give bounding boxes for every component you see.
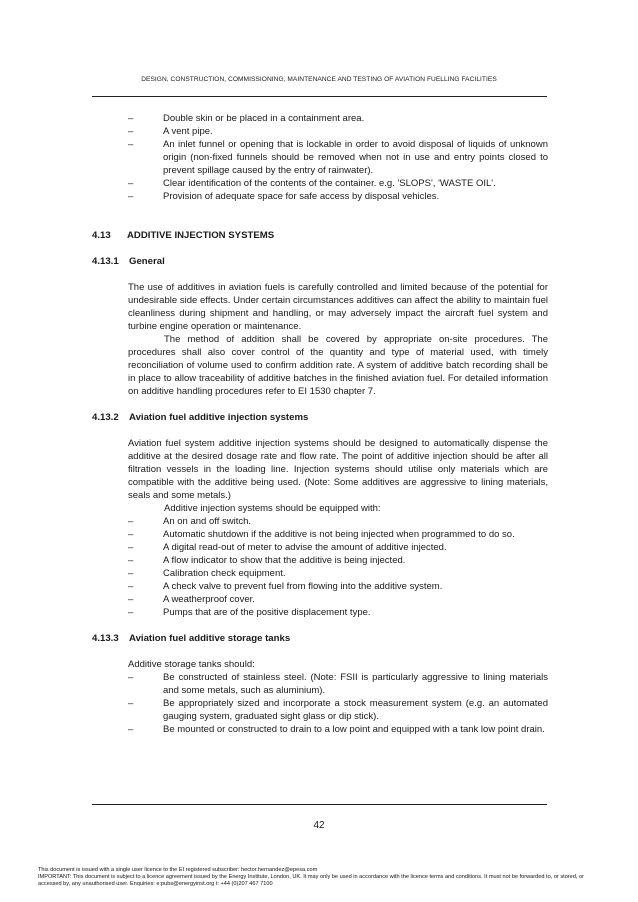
list-item: – An inlet funnel or opening that is lockable in order to avoid disposal of liquids of unknown origin (non-fixed funnels should be removed when not in use and entry points closed to prevent spillage caused by the entry of rainwater). [128,139,548,176]
list-item: – A weatherproof cover. [128,594,255,605]
list-item: – Be mounted or constructed to drain to a low point and equipped with a tank low point drain. [128,724,545,735]
list-item: – Be appropriately sized and incorporate a stock measurement system (e.g. an automated gauging system, graduated sight glass or dip stick). [128,698,548,722]
list-item: – Automatic shutdown if the additive is not being injected when programmed to do so. [128,529,515,540]
section-heading-4-13-2 [92,411,548,424]
dash-bullet: – [128,542,134,553]
section-heading-4-13 [92,229,548,242]
dash-bullet: – [128,126,134,137]
top-bullet-list [92,112,548,203]
dash-bullet: – [128,672,134,683]
paragraph: Additive injection systems should be equipped with: [164,503,381,514]
licence-line: This document is issued with a single user licence to the EI registered subscriber: hector.hernandez@epesa.com [38,867,318,873]
footer-rule [92,804,547,805]
paragraph: The use of additives in aviation fuels is carefully controlled and limited because of the potential for undesirable side effects. Under certain circumstances additives can affect the ability to maintain fuel cleanliness during shipment and handling, or may adversely impact the aircraft fuel system and turbine engine operation or maintenance. [128,282,548,332]
dash-bullet: – [128,698,134,709]
dash-bullet: – [128,113,134,124]
paragraph: Additive storage tanks should: [128,659,255,670]
list-item: – Pumps that are of the positive displacement type. [128,607,371,618]
page-number: 42 [313,820,325,831]
storage-bullet-list [92,671,548,736]
section-title: General [129,256,165,267]
section-title: ADDITIVE INJECTION SYSTEMS [127,230,275,241]
section-title: Aviation fuel additive storage tanks [129,633,291,644]
section-number: 4.13.3 [92,633,119,644]
header-rule [92,96,547,97]
list-item: – A digital read-out of meter to advise the amount of additive injected. [128,542,447,553]
dash-bullet: – [128,555,134,566]
running-header: DESIGN, CONSTRUCTION, COMMISSIONING, MAINTENANCE AND TESTING OF AVIATION FUELLING FACILITIES [141,76,497,83]
list-item: – Be constructed of stainless steel. (Note: FSII is particularly aggressive to lining materials and some metals, such as aluminium). [128,672,548,696]
dash-bullet: – [128,529,134,540]
dash-bullet: – [128,724,134,735]
licence-footer [38,867,608,887]
licence-notice: IMPORTANT: This document is subject to a licence agreement issued by the Energy Institute, London, UK. It may only be used in accordance with the licence terms and conditions. It must not be forwarded to, or stored, or accessed by, any unauthorised user. Enquiries: e:pubs@energyinst.org t: +44 (0)207 467 7100 [38,873,584,887]
dash-bullet: – [128,594,134,605]
list-item: – Calibration check equipment. [128,568,286,579]
list-item: – Double skin or be placed in a containment area. [128,113,365,124]
list-item: – Clear identification of the contents of the container. e.g. 'SLOPS', 'WASTE OIL'. [128,178,496,189]
dash-bullet: – [128,581,134,592]
list-item: – A flow indicator to show that the additive is being injected. [128,555,406,566]
dash-bullet: – [128,178,134,189]
paragraph: Aviation fuel system additive injection systems should be designed to automatically dispense the additive at the desired dosage rate and flow rate. The point of additive injection should be after all filtration vessels in the loading line. Injection systems should utilise only materials which are compatible with the additive being used. (Note: Some additives are aggressive to lining materials, seals and some metals.) [128,438,548,501]
injection-bullet-list [92,515,548,619]
section-number: 4.13.2 [92,412,119,423]
page-content [92,112,548,736]
section-number: 4.13 [92,230,111,241]
section-heading-4-13-3 [92,632,548,645]
section-title: Aviation fuel additive injection systems [129,412,309,423]
dash-bullet: – [128,139,134,150]
section-number: 4.13.1 [92,256,119,267]
list-item: – A vent pipe. [128,126,213,137]
dash-bullet: – [128,191,134,202]
paragraph: The method of addition shall be covered by appropriate on-site procedures. The procedures shall also cover control of the quantity and type of material used, with timely reconciliation of volume used to confirm addition rate. A system of additive batch recording shall be in place to allow traceability of additive batches in the finished aviation fuel. For detailed information on additive handling procedures refer to EI 1530 chapter 7. [128,334,548,397]
list-item: – A check valve to prevent fuel from flowing into the additive system. [128,581,443,592]
dash-bullet: – [128,516,134,527]
dash-bullet: – [128,568,134,579]
list-item: – Provision of adequate space for safe access by disposal vehicles. [128,191,440,202]
section-heading-4-13-1 [92,255,548,268]
dash-bullet: – [128,607,134,618]
list-item: – An on and off switch. [128,516,252,527]
